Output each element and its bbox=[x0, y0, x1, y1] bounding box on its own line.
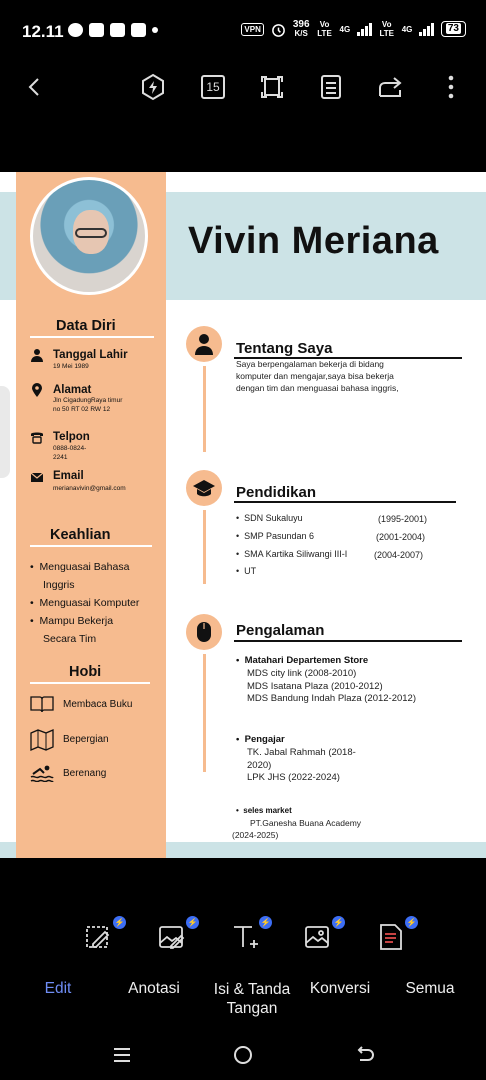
status-bar bbox=[0, 0, 486, 60]
bag-notification-icon bbox=[131, 23, 146, 37]
about-title: Tentang Saya bbox=[236, 340, 333, 357]
timeline-line bbox=[203, 654, 206, 772]
hobby-reading: Membaca Buku bbox=[63, 699, 133, 710]
bottom-tabs bbox=[0, 968, 486, 1028]
job-years: (2024-2025) bbox=[232, 830, 279, 840]
tab-anotasi[interactable]: Anotasi bbox=[128, 980, 180, 997]
education-row: • SDN Sukaluyu bbox=[236, 513, 303, 523]
skill-item: • Menguasai Komputer bbox=[30, 597, 140, 609]
vpn-icon: VPN bbox=[241, 23, 263, 36]
add-image-button[interactable] bbox=[303, 918, 344, 956]
person-icon bbox=[30, 348, 44, 362]
resume-name: Vivin Meriana bbox=[188, 220, 439, 262]
skill-item: Secara Tim bbox=[43, 633, 97, 645]
education-years: (1995-2001) bbox=[378, 514, 428, 524]
shop-notification-icon bbox=[110, 23, 125, 37]
premium-badge-icon: ⚡ bbox=[406, 918, 417, 927]
hobi-title: Hobi bbox=[69, 664, 102, 680]
education-row: • SMA Kartika Siliwangi III-I bbox=[236, 549, 348, 559]
edit-tools bbox=[0, 916, 486, 964]
premium-badge-icon: ⚡ bbox=[187, 918, 198, 927]
notification-icons bbox=[68, 23, 158, 37]
education-years: (2004-2007) bbox=[374, 550, 424, 560]
telephone-icon bbox=[30, 430, 44, 444]
signal-icon-1 bbox=[357, 23, 372, 36]
recent-apps-icon bbox=[112, 1045, 132, 1065]
tab-semua[interactable]: Semua bbox=[405, 980, 455, 997]
share-icon bbox=[377, 74, 405, 100]
recent-apps-button[interactable] bbox=[107, 1040, 137, 1070]
status-time: 12.11 bbox=[22, 22, 64, 41]
education-row: • UT bbox=[236, 566, 257, 576]
education-title: Pendidikan bbox=[236, 484, 317, 501]
keahlian-rule bbox=[30, 545, 152, 547]
edit-image-icon bbox=[157, 922, 187, 952]
address-value-1: Jln CigadungRaya timur bbox=[53, 397, 123, 404]
alarm-icon bbox=[271, 22, 286, 37]
hobi-rule bbox=[30, 682, 150, 684]
top-toolbar bbox=[0, 60, 486, 116]
reader-icon bbox=[318, 74, 344, 100]
experience-title: Pengalaman bbox=[236, 622, 325, 639]
email-icon bbox=[30, 470, 44, 484]
signal-icon-2 bbox=[419, 23, 434, 36]
system-back-icon bbox=[354, 1044, 376, 1066]
swimming-icon bbox=[30, 764, 54, 782]
premium-badge-icon: ⚡ bbox=[114, 918, 125, 927]
map-icon bbox=[30, 729, 54, 751]
email-value: merianavivin@gmail.com bbox=[53, 485, 126, 492]
birth-value: 19 Mei 1989 bbox=[53, 363, 89, 370]
job-title: • seles market bbox=[236, 806, 292, 815]
back-icon bbox=[23, 75, 47, 99]
tab-konversi[interactable]: Konversi bbox=[309, 980, 371, 997]
skill-item: • Mampu Bekerja bbox=[30, 615, 114, 627]
edit-image-button[interactable] bbox=[157, 918, 198, 956]
address-label: Alamat bbox=[53, 384, 92, 396]
profile-photo bbox=[30, 177, 148, 295]
home-icon bbox=[232, 1044, 254, 1066]
skill-item: • Menguasai Bahasa bbox=[30, 561, 130, 573]
ocr-button[interactable] bbox=[376, 918, 417, 956]
skill-item: Inggris bbox=[43, 579, 75, 591]
education-years: (2001-2004) bbox=[376, 532, 426, 542]
tab-edit[interactable]: Edit bbox=[44, 980, 72, 997]
job-company: PT.Ganesha Buana Academy bbox=[250, 818, 362, 828]
page-number: 15 bbox=[206, 80, 220, 94]
crop-button[interactable] bbox=[255, 70, 289, 104]
whatsapp-icon bbox=[68, 23, 83, 37]
address-value-2: no 50 RT 02 RW 12 bbox=[53, 406, 111, 413]
premium-badge-icon: ⚡ bbox=[333, 918, 344, 927]
book-icon bbox=[30, 695, 54, 713]
add-image-icon bbox=[303, 922, 333, 952]
network-speed: 396 K/S bbox=[292, 19, 310, 38]
email-label: Email bbox=[53, 470, 84, 482]
more-icon bbox=[447, 74, 455, 100]
side-panel-handle[interactable] bbox=[0, 386, 10, 478]
job-title: • Matahari Departemen Store bbox=[236, 655, 369, 666]
birth-label: Tanggal Lahir bbox=[53, 349, 128, 361]
flash-icon bbox=[139, 73, 167, 101]
tab-fill-sign[interactable]: Isi & Tanda Tangan bbox=[213, 981, 291, 1017]
ocr-icon bbox=[376, 922, 406, 952]
back-button[interactable] bbox=[18, 70, 52, 104]
data-diri-title: Data Diri bbox=[56, 318, 116, 334]
graduation-cap-icon bbox=[192, 478, 216, 498]
network-4g-1: 4G bbox=[339, 24, 351, 34]
experience-rule bbox=[234, 640, 462, 642]
battery-icon: 73 bbox=[441, 21, 466, 37]
timeline-line bbox=[203, 510, 206, 584]
edit-text-icon bbox=[84, 922, 114, 952]
system-back-button[interactable] bbox=[350, 1040, 380, 1070]
phone-value-1: 0888-0824- bbox=[53, 445, 87, 452]
person-icon bbox=[193, 333, 215, 355]
volte-2: Vo LTE bbox=[379, 20, 394, 38]
job-title: • Pengajar bbox=[236, 734, 285, 745]
location-icon bbox=[30, 383, 44, 397]
add-text-icon bbox=[230, 922, 260, 952]
edit-text-button[interactable] bbox=[84, 918, 125, 956]
keahlian-title: Keahlian bbox=[50, 527, 111, 543]
about-circle bbox=[186, 326, 222, 362]
home-button[interactable] bbox=[228, 1040, 258, 1070]
hobby-travel: Bepergian bbox=[63, 734, 109, 745]
volte-1: Vo LTE bbox=[317, 20, 332, 38]
education-circle bbox=[186, 470, 222, 506]
share-button[interactable] bbox=[374, 70, 408, 104]
more-button[interactable] bbox=[434, 70, 468, 104]
about-text: Saya berpengalaman bekerja di bidang komputer dan mengajar,saya bisa bekerja dengan tim dan menguasai bahasa inggris, bbox=[236, 359, 399, 393]
flash-button[interactable] bbox=[136, 70, 170, 104]
network-4g-2: 4G bbox=[401, 24, 413, 34]
education-row: • SMP Pasundan 6 bbox=[236, 531, 315, 541]
crop-icon bbox=[259, 74, 285, 100]
phone-label: Telpon bbox=[53, 431, 90, 443]
phone-value-2: 2241 bbox=[53, 454, 68, 461]
more-notifications-icon bbox=[152, 27, 158, 33]
data-diri-rule bbox=[30, 336, 154, 338]
timeline-line bbox=[203, 366, 206, 452]
mouse-icon bbox=[196, 621, 212, 643]
system-nav-bar bbox=[0, 1032, 486, 1080]
job-details: TK. Jabal Rahmah (2018- 2020) LPK JHS (2022-2024) bbox=[247, 747, 356, 783]
premium-badge-icon: ⚡ bbox=[260, 918, 271, 927]
job-details: MDS city link (2008-2010) MDS Isatana Plaza (2010-2012) MDS Bandung Indah Plaza (2012-2012) bbox=[247, 668, 417, 704]
experience-circle bbox=[186, 614, 222, 650]
hobby-swimming: Berenang bbox=[63, 768, 107, 779]
reader-button[interactable] bbox=[314, 70, 348, 104]
education-rule bbox=[234, 501, 456, 503]
add-text-button[interactable] bbox=[230, 918, 271, 956]
status-right bbox=[241, 20, 466, 38]
keahlian-list bbox=[30, 558, 158, 648]
document-page[interactable] bbox=[0, 172, 486, 858]
page-number-button[interactable] bbox=[196, 70, 230, 104]
app-notification-icon bbox=[89, 23, 104, 37]
